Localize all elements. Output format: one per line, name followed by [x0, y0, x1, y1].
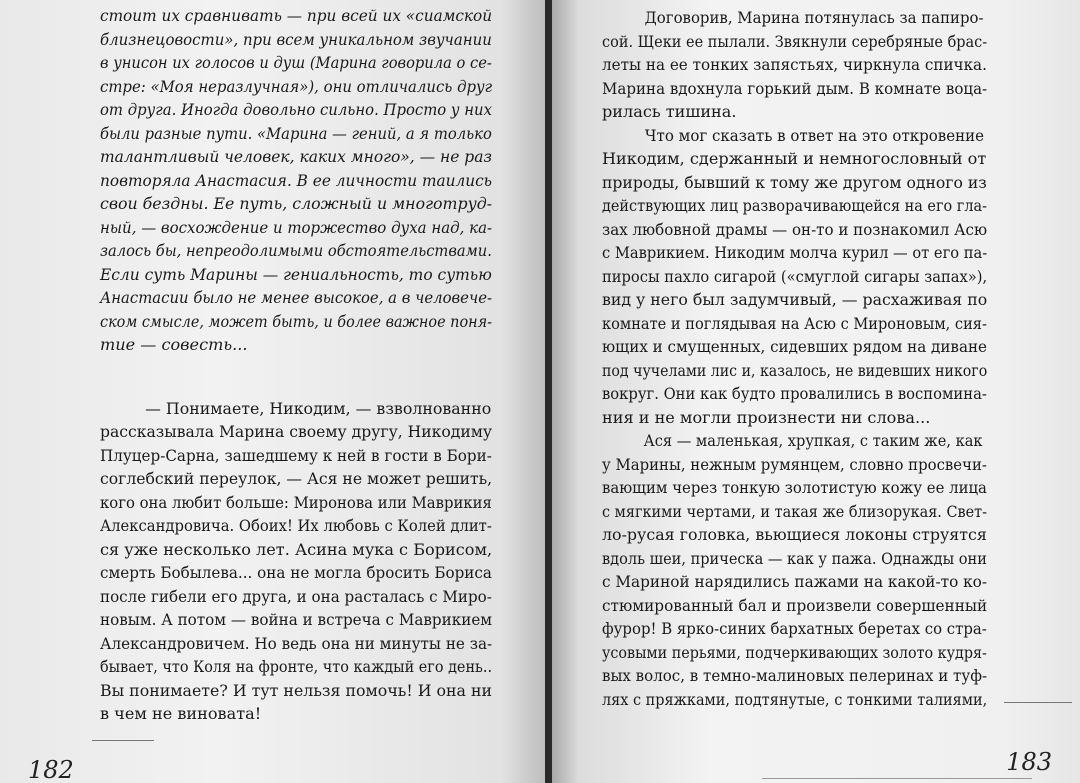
text-line: Марина вдохнула горький дым. В комнате воца- — [602, 78, 988, 98]
text-line: ся уже несколько лет. Асина мука с Борисом, — [100, 539, 493, 559]
text-line: вид у него был задумчивый, — расхаживая по — [602, 290, 988, 309]
text-line: ющих и смущенных, сидевших рядом на диване — [602, 337, 988, 356]
text-line: залось бы, непреодолимыми обстоятельствами. — [100, 241, 492, 260]
text-line: природы, бывший к тому же другом одного из — [602, 172, 987, 192]
text-line: у Марины, нежным румянцем, словно просвечи- — [602, 454, 987, 474]
text-line: вающим через тонкую золотистую кожу ее лица — [602, 478, 987, 497]
text-line: с мягкими чертами, и такая же близорукая. Свет- — [602, 501, 987, 521]
book-gutter — [545, 0, 552, 783]
text-line: с Мариной нарядились пажами на какой-то ко- — [602, 572, 988, 591]
text-line: новым. А потом — война и встреча с Маврикием — [100, 610, 493, 629]
text-line: сой. Щеки ее пылали. Звякнули серебряные брас- — [602, 31, 988, 51]
text-line: вокруг. Они как будто провалились в воспомина- — [602, 384, 987, 403]
text-line: леты на ее тонких запястьях, чиркнула спичка. — [602, 55, 987, 74]
text-line: Ася — маленькая, хрупкая, с таким же, как — [643, 431, 983, 450]
text-line: бывает, что Коля на фронте, что каждый его день.. — [100, 657, 493, 676]
text-line: ния и не могли произнести ни слова... — [602, 407, 931, 427]
text-line: Если суть Марины — гениальность, то сутью — [100, 264, 492, 284]
text-line: — Понимаете, Никодим, — взволнованно — [145, 398, 492, 418]
text-line: кого она любит больше: Миронова или Маврикия — [100, 492, 492, 512]
text-line: стре: «Моя неразлучная»), они отличались друг — [100, 76, 493, 96]
text-line: ный, — восхождение и торжество духа над, ка- — [100, 217, 493, 237]
text-line: пиросы пахло сигарой («смуглой сигары запах»), — [602, 266, 988, 286]
text-line: с Маврикием. Никодим молча курил — от его па- — [602, 243, 988, 262]
text-line: под чучелами лис и, казалось, не видевших никого — [602, 360, 988, 380]
text-line: Договорив, Марина потянулась за папиро- — [644, 8, 984, 27]
text-line: смерть Бобылева... она не могла бросить Бориса — [100, 563, 492, 582]
text-line: талантливый человек, каких много», — не раз — [100, 147, 492, 166]
page-number-right: 183 — [1006, 748, 1052, 776]
text-line: в чем не виновата! — [100, 704, 262, 723]
text-line: от друга. Иногда довольно сильно. Просто у них — [100, 100, 492, 119]
left-page-text — [100, 4, 492, 726]
right-page-text — [602, 6, 987, 711]
text-line: были разные пути. «Марина — гений, а я только — [100, 123, 492, 143]
text-line: Александровичем. Но ведь она ни минуты не за- — [100, 633, 493, 653]
footer-rule — [92, 740, 154, 741]
paragraph-gap — [100, 357, 492, 397]
page-number-left: 182 — [28, 756, 74, 783]
text-line: зах любовной драмы — он-то и познакомил Асю — [602, 219, 988, 239]
text-line: повторяла Анастасия. В ее личности таились — [100, 170, 493, 190]
right-page — [552, 0, 1080, 783]
text-line: вых волос, в темно-малиновых пелеринах и туф- — [602, 666, 988, 685]
text-line: Александровича. Обоих! Их любовь с Колей длит- — [100, 516, 492, 535]
text-line: рилась тишина. — [602, 102, 737, 121]
text-line: в унисон их голосов и душ (Марина говорила о се- — [100, 53, 492, 72]
text-line: Анастасии было не менее высокое, а в человече- — [100, 288, 493, 307]
text-line: свои бездны. Ее путь, сложный и многотруд- — [100, 194, 493, 213]
footer-rule — [1004, 702, 1072, 703]
bottom-rule — [762, 778, 1032, 779]
text-line: ском смысле, может быть, и более важное поня- — [100, 311, 493, 331]
text-line: комнате и поглядывая на Асю с Мироновым, сия- — [602, 313, 987, 333]
text-line: тие — совесть... — [100, 335, 248, 354]
text-line: близнецовости», при всем уникальном звучании — [100, 29, 492, 49]
text-line: усовыми перьями, подчеркивающих золото кудря- — [602, 642, 987, 662]
text-line: соглебский переулок, — Ася не может решить, — [100, 469, 493, 488]
dialogue-paragraph — [100, 397, 492, 726]
text-line: рассказывала Марина своему другу, Никодиму — [100, 422, 493, 441]
text-line: Что мог сказать в ответ на это откровение — [644, 125, 985, 145]
text-line: стоит их сравнивать — при всей их «сиамской — [100, 6, 493, 25]
text-line: действующих лиц разворачивающейся на его гла- — [602, 196, 987, 215]
text-line: ло-русая головка, вьющиеся локоны струятся — [602, 525, 987, 544]
text-line: фурор! В ярко-синих бархатных беретах со стра- — [602, 619, 987, 638]
text-line: стюмированный бал и произвели совершенный — [602, 595, 988, 615]
text-line: лях с пряжками, подтянутые, с тонкими талиями, — [602, 689, 988, 709]
text-line: Никодим, сдержанный и немногословный от — [602, 149, 987, 168]
text-line: Вы понимаете? И тут нельзя помочь! И она ни — [100, 680, 493, 700]
text-line: Плуцер-Сарна, зашедшему к ней в гости в Бори- — [100, 445, 492, 465]
text-line: после гибели его друга, и она расталась с Миро- — [100, 586, 492, 606]
italic-paragraph — [100, 4, 492, 357]
text-line: вдоль шеи, прическа — как у пажа. Однажды они — [602, 548, 987, 568]
